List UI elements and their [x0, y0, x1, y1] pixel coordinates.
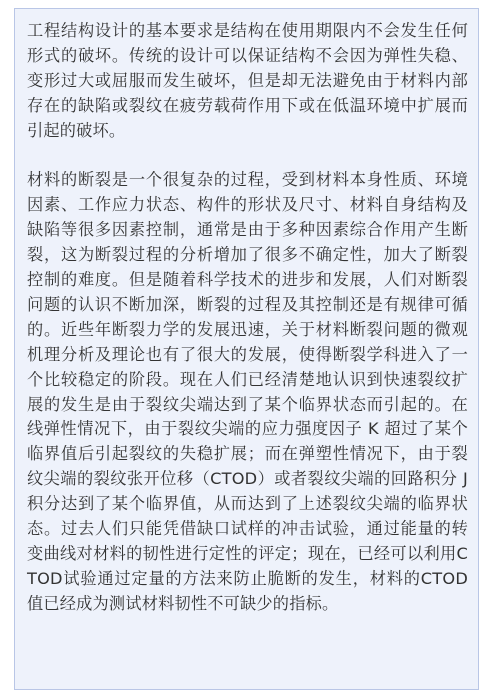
- paragraph-fracture-process: 材料的断裂是一个很复杂的过程，受到材料本身性质、环境因素、工作应力状态、构件的形状及尺寸、材料自身结构及缺陷等很多因素控制，通常是由于多种因素综合作用产生断裂，这为断裂过程的分析增加了很多不确定性，加大了断裂控制的难度。但是随着科学技术的进步和发展，人们对断裂问题的认识不断加深，断裂的过程及其控制还是有规律可循的。近些年断裂力学的发展迅速，关于材料断裂问题的微观机理分析及理论也有了很大的发展，使得断裂学科进入了一个比较稳定的阶段。现在人们已经清楚地认识到快速裂纹扩展的发生是由于裂纹尖端达到了某个临界状态而引起的。在线弹性情况下，由于裂纹尖端的应力强度因子 K 超过了某个临界值后引起裂纹的失稳扩展；而在弹塑性情况下，由于裂纹尖端的裂纹张开位移（CTOD）或者裂纹尖端的回路积分 J 积分达到了某个临界值，从而达到了上述裂纹尖端的临界状态。过去人们只能凭借缺口试样的冲击试验，通过能量的转变曲线对材料的韧性进行定性的评定；现在，已经可以利用CTOD试验通过定量的方法来防止脆断的发生，材料的CTOD值已经成为测试材料韧性不可缺少的指标。: [27, 170, 468, 613]
- paragraph-design-requirements: 工程结构设计的基本要求是结构在使用期限内不会发生任何形式的破坏。传统的设计可以保证结构不会因为弹性失稳、变形过大或屈服而发生破坏，但是却无法避免由于材料内部存在的缺陷或裂纹在疲劳载荷作用下或在低温环境中扩展而引起的破坏。: [27, 21, 468, 140]
- article-text: [27, 19, 468, 617]
- article-card: [14, 8, 479, 690]
